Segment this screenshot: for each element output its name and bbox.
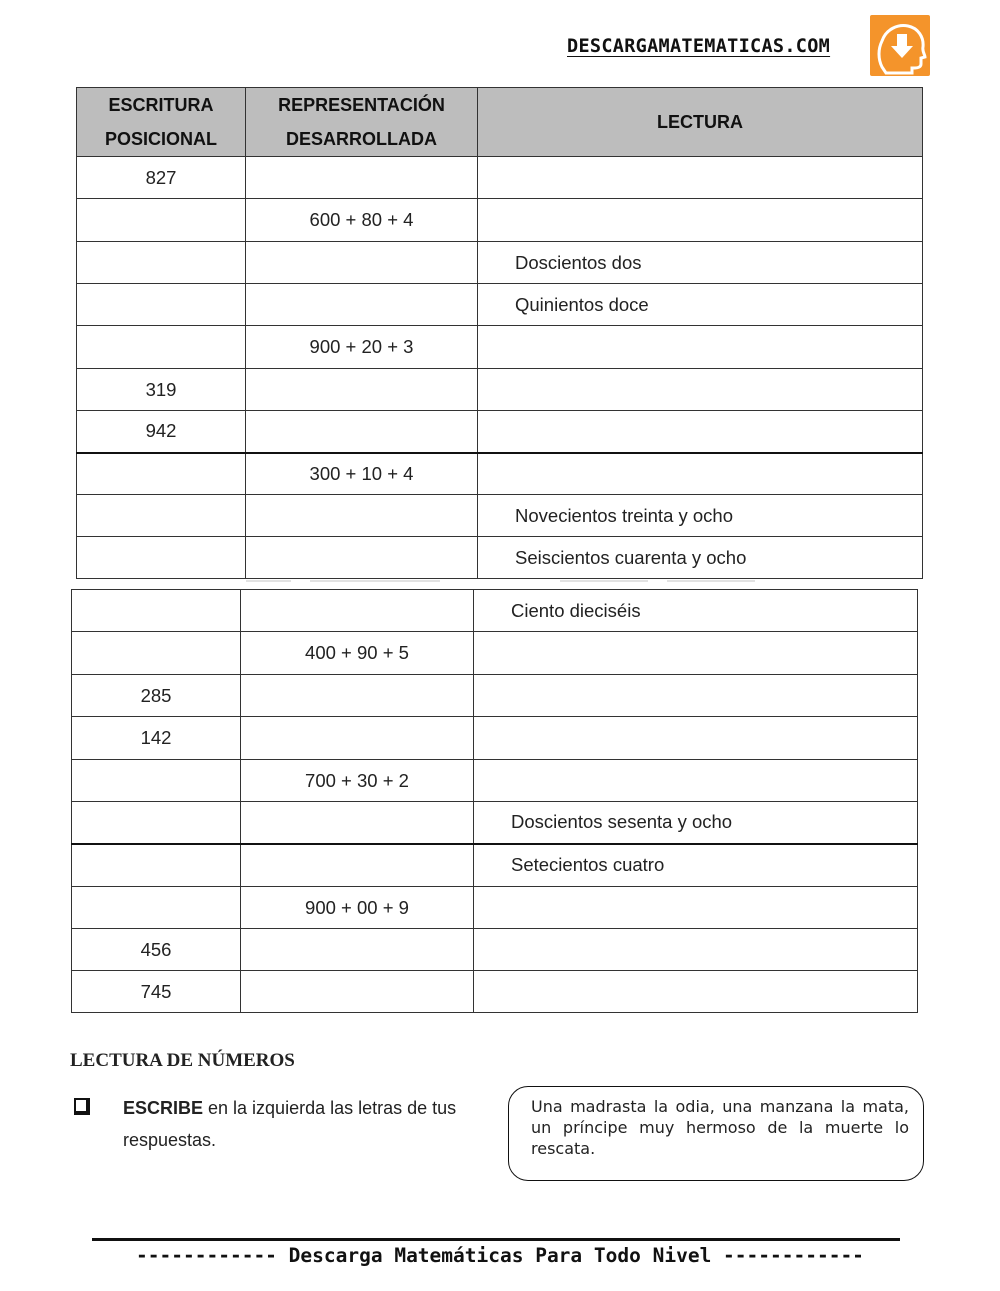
table-row	[77, 453, 923, 495]
cell-lectura[interactable]: Doscientos sesenta y ocho	[474, 802, 918, 844]
header-lectura: LECTURA	[478, 88, 923, 157]
footer-divider	[92, 1238, 900, 1241]
cell-posicional[interactable]	[72, 760, 241, 802]
checkbox-bullet-icon	[74, 1098, 90, 1115]
cell-lectura[interactable]: Seiscientos cuarenta y ocho	[478, 537, 923, 579]
exercise-table-top	[76, 87, 923, 579]
scan-artifact-divider	[310, 580, 440, 582]
cell-desarrollada[interactable]	[241, 802, 474, 844]
cell-lectura[interactable]	[478, 369, 923, 411]
table-row	[77, 369, 923, 411]
table-row	[72, 844, 918, 887]
cell-posicional[interactable]	[72, 887, 241, 929]
cell-lectura[interactable]	[478, 157, 923, 199]
cell-posicional[interactable]	[77, 495, 246, 537]
cell-desarrollada[interactable]	[246, 537, 478, 579]
table-row	[72, 717, 918, 760]
cell-posicional[interactable]: 285	[72, 675, 241, 717]
table-row	[72, 929, 918, 971]
table-row	[72, 802, 918, 844]
table-row	[72, 632, 918, 675]
table-row	[72, 760, 918, 802]
cell-lectura[interactable]	[474, 971, 918, 1013]
cell-desarrollada[interactable]	[241, 844, 474, 887]
instruction-text: ESCRIBE en la izquierda las letras de tus respuestas.	[123, 1098, 457, 1150]
table-row	[72, 675, 918, 717]
site-link[interactable]: DESCARGAMATEMATICAS.COM	[567, 36, 831, 57]
cell-lectura[interactable]: Doscientos dos	[478, 242, 923, 284]
cell-posicional[interactable]	[77, 242, 246, 284]
cell-posicional[interactable]	[77, 199, 246, 242]
cell-posicional[interactable]	[77, 326, 246, 369]
cell-lectura[interactable]: Quinientos doce	[478, 284, 923, 326]
cell-desarrollada[interactable]	[246, 369, 478, 411]
cell-desarrollada[interactable]: 400 + 90 + 5	[241, 632, 474, 675]
cell-lectura[interactable]	[474, 760, 918, 802]
footer-text: ------------ Descarga Matemáticas Para Todo Nivel ------------	[136, 1244, 864, 1267]
cell-desarrollada[interactable]	[246, 411, 478, 453]
cell-desarrollada[interactable]: 700 + 30 + 2	[241, 760, 474, 802]
cell-lectura[interactable]: Ciento dieciséis	[474, 590, 918, 632]
cell-posicional[interactable]	[72, 802, 241, 844]
cell-posicional[interactable]	[77, 537, 246, 579]
table-row	[72, 590, 918, 632]
cell-desarrollada[interactable]	[241, 675, 474, 717]
scan-artifact-divider	[560, 580, 648, 582]
cell-posicional[interactable]	[72, 844, 241, 887]
riddle-box: Una madrasta la odia, una manzana la mata, un príncipe muy hermoso de la muerte lo rescata.	[508, 1086, 924, 1181]
table-row	[72, 887, 918, 929]
cell-lectura[interactable]	[474, 887, 918, 929]
cell-desarrollada[interactable]	[246, 157, 478, 199]
table-row	[77, 411, 923, 453]
cell-desarrollada[interactable]	[241, 929, 474, 971]
cell-posicional[interactable]: 745	[72, 971, 241, 1013]
scan-artifact-divider	[667, 580, 755, 582]
exercise-table-bottom	[71, 589, 918, 1013]
table-row	[72, 971, 918, 1013]
head-download-icon	[870, 15, 930, 76]
cell-lectura[interactable]	[474, 675, 918, 717]
cell-posicional[interactable]: 142	[72, 717, 241, 760]
cell-lectura[interactable]	[478, 453, 923, 495]
cell-desarrollada[interactable]	[241, 717, 474, 760]
table-row	[77, 199, 923, 242]
cell-lectura[interactable]	[474, 632, 918, 675]
table-row	[77, 242, 923, 284]
table-row	[77, 284, 923, 326]
cell-lectura[interactable]	[478, 199, 923, 242]
table-row	[77, 157, 923, 199]
cell-lectura[interactable]: Setecientos cuatro	[474, 844, 918, 887]
cell-desarrollada[interactable]	[246, 495, 478, 537]
scan-artifact-divider	[246, 580, 291, 582]
cell-desarrollada[interactable]	[246, 284, 478, 326]
cell-desarrollada[interactable]	[241, 590, 474, 632]
cell-posicional[interactable]: 319	[77, 369, 246, 411]
cell-desarrollada[interactable]: 900 + 00 + 9	[241, 887, 474, 929]
cell-posicional[interactable]: 827	[77, 157, 246, 199]
cell-posicional[interactable]	[72, 590, 241, 632]
cell-posicional[interactable]	[77, 453, 246, 495]
header-representacion-desarrollada: REPRESENTACIÓN DESARROLLADA	[246, 88, 478, 157]
cell-lectura[interactable]	[478, 411, 923, 453]
cell-desarrollada[interactable]	[241, 971, 474, 1013]
section-title: LECTURA DE NÚMEROS	[70, 1050, 295, 1071]
cell-lectura[interactable]: Novecientos treinta y ocho	[478, 495, 923, 537]
table-row	[77, 326, 923, 369]
table-row	[77, 537, 923, 579]
cell-desarrollada[interactable]: 900 + 20 + 3	[246, 326, 478, 369]
cell-lectura[interactable]	[474, 717, 918, 760]
cell-posicional[interactable]: 456	[72, 929, 241, 971]
cell-desarrollada[interactable]	[246, 242, 478, 284]
header-escritura-posicional: ESCRITURA POSICIONAL	[77, 88, 246, 157]
cell-posicional[interactable]	[77, 284, 246, 326]
cell-desarrollada[interactable]: 300 + 10 + 4	[246, 453, 478, 495]
cell-posicional[interactable]	[72, 632, 241, 675]
cell-posicional[interactable]: 942	[77, 411, 246, 453]
table-row	[77, 495, 923, 537]
cell-lectura[interactable]	[478, 326, 923, 369]
cell-desarrollada[interactable]: 600 + 80 + 4	[246, 199, 478, 242]
cell-lectura[interactable]	[474, 929, 918, 971]
